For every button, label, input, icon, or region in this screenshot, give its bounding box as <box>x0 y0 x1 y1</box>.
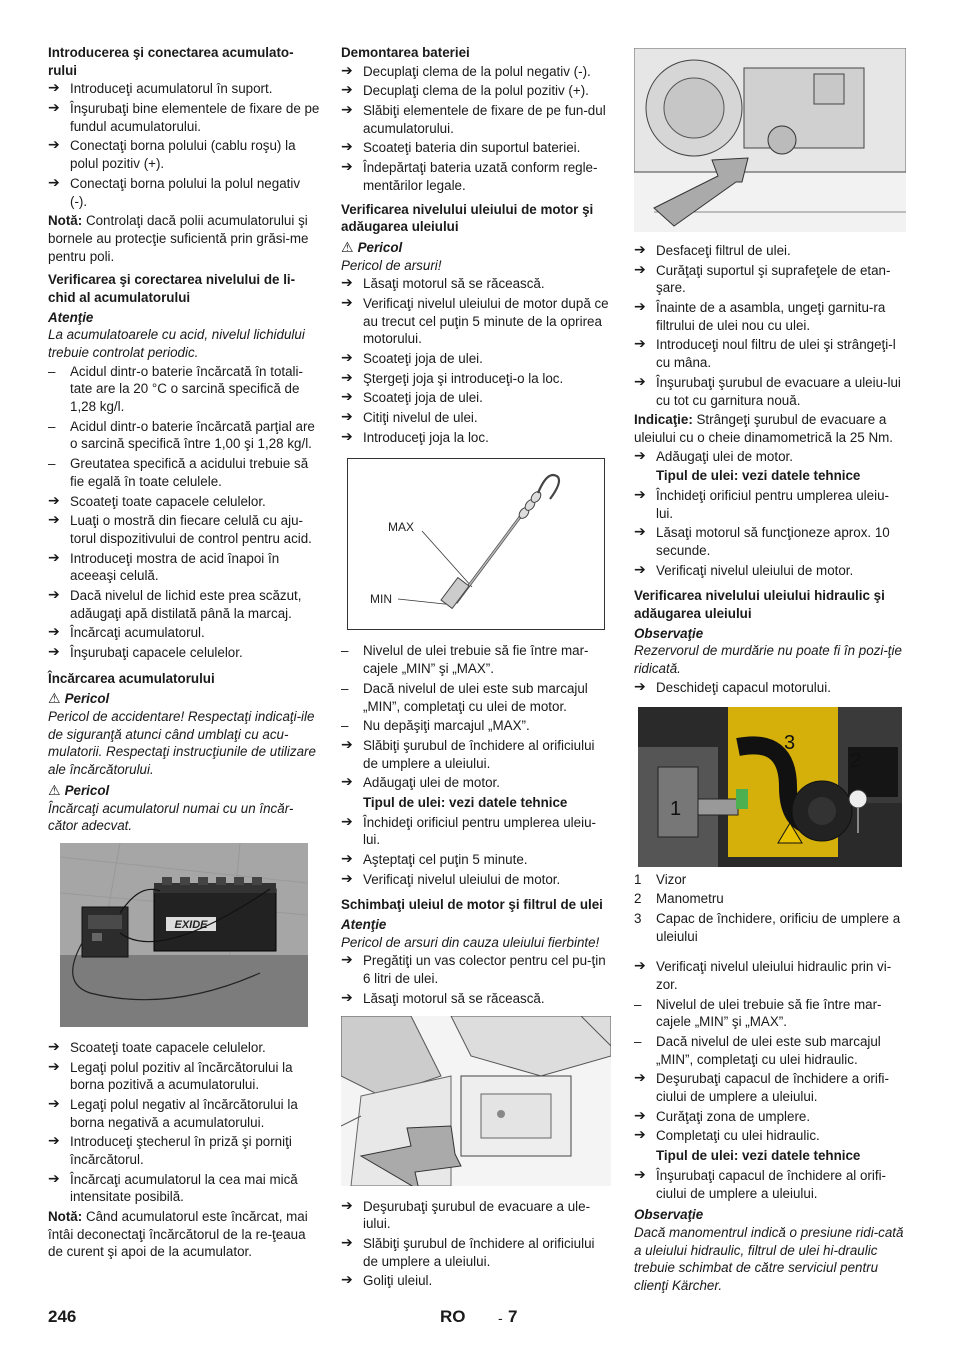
step-text: Introduceţi joja la loc. <box>363 429 489 445</box>
arrow-bullet-icon: ➔ <box>48 1058 60 1075</box>
attention-label: Atenţie <box>341 917 387 933</box>
oil-drain-photo <box>341 1016 611 1186</box>
hydraulic-open-steps <box>634 679 906 697</box>
step-text: Introduceţi mostra de acid înapoi în aceeaşi celulă. <box>70 550 280 584</box>
step-text: Conectaţi borna polului (cablu roşu) la polul pozitiv (+). <box>70 138 296 172</box>
instruction-step <box>634 1070 906 1105</box>
section-title-engine-oil-level: Verificarea nivelului uleiului de motor şi adăugarea uleiului <box>341 201 594 235</box>
arrow-bullet-icon: ➔ <box>634 336 646 353</box>
instruction-step <box>48 493 320 511</box>
instruction-step <box>341 350 613 368</box>
instruction-step <box>634 487 906 522</box>
instruction-step <box>341 1235 613 1270</box>
instruction-step <box>48 1039 320 1057</box>
arrow-bullet-icon: ➔ <box>48 174 60 191</box>
step-text: Lăsaţi motorul să se răcească. <box>363 990 545 1006</box>
instruction-step <box>341 159 613 194</box>
instruction-step <box>341 737 613 772</box>
section-title-oil-change: Schimbaţi uleiul de motor şi filtrul de ulei <box>341 897 603 913</box>
dash-bullet: – <box>341 718 349 734</box>
battery-install-note: Notă: Controlaţi dacă polii acumulatorului şi bornele au protecţie suficientă prin grăsi-me pentru poli. <box>48 213 309 264</box>
arrow-bullet-icon: ➔ <box>634 1107 646 1124</box>
arrow-bullet-icon: ➔ <box>634 561 646 578</box>
dash-item <box>341 642 613 677</box>
section-title-battery-removal: Demontarea bateriei <box>341 45 470 60</box>
step-text: Deşurubaţi capacul de închidere a orifi-ciului de umplere a uleiului. <box>656 1071 889 1105</box>
dash-text: Dacă nivelul de ulei este sub marcajul „MIN”, completaţi cu ulei hidraulic. <box>656 1034 881 1067</box>
arrow-bullet-icon: ➔ <box>341 62 353 79</box>
instruction-step <box>634 242 906 260</box>
hydraulic-fill-steps <box>634 1070 906 1145</box>
arrow-bullet-icon: ➔ <box>48 1095 60 1112</box>
dash-item <box>48 363 320 416</box>
step-text: Scoateţi joja de ulei. <box>363 351 483 366</box>
step-text: Deşurubaţi şurubul de evacuare a ule-iului. <box>363 1198 591 1232</box>
step-text: Introduceţi acumulatorul în suport. <box>70 81 273 97</box>
max-label: MAX <box>388 520 415 535</box>
step-text: Înşurubaţi bine elementele de fixare de pe fundul acumulatorului. <box>70 101 320 134</box>
arrow-bullet-icon: ➔ <box>341 159 353 176</box>
step-text: Legaţi polul pozitiv al încărcătorului la borna pozitivă a acumulatorului. <box>70 1059 293 1093</box>
footer-separator: - <box>498 1310 503 1326</box>
charging-note: Notă: Când acumulatorul este încărcat, mai întâi deconectaţi încărcătorul de la re-ţeaua de curent şi apoi de la acumulator. <box>48 1209 308 1260</box>
arrow-bullet-icon: ➔ <box>634 1070 646 1087</box>
step-text: Adăugaţi ulei de motor. <box>656 448 793 464</box>
refill-close-steps <box>634 487 906 579</box>
section-page-number: 7 <box>508 1307 518 1326</box>
step-text: Îndepărtaţi bateria uzată conform regle-mentărilor legale. <box>363 160 598 193</box>
arrow-bullet-icon: ➔ <box>341 102 353 119</box>
oil-change-steps <box>341 952 613 1007</box>
instruction-step <box>341 139 613 157</box>
step-text: Înşurubaţi capacele celulelor. <box>70 645 243 660</box>
step-text: Ştergeţi joja şi introduceţi-o la loc. <box>363 370 564 386</box>
arrow-bullet-icon: ➔ <box>48 80 60 97</box>
instruction-step <box>341 851 613 869</box>
step-text: Pregătiţi un vas colector pentru cel pu-ţin 6 litri de ulei. <box>363 953 606 987</box>
instruction-step <box>634 1108 906 1126</box>
electrolyte-steps <box>48 493 320 662</box>
arrow-bullet-icon: ➔ <box>634 299 646 316</box>
instruction-step <box>341 409 613 427</box>
step-text: Încărcaţi acumulatorul. <box>70 625 205 641</box>
instruction-step <box>341 871 613 889</box>
legend-item: 2 Manometru <box>634 891 724 907</box>
danger-label: ⚠ Pericol <box>48 690 110 707</box>
instruction-step <box>341 370 613 388</box>
instruction-step <box>634 1167 906 1202</box>
legend-item: 3 Capac de închidere, orificiu de umplere a uleiului <box>634 910 901 944</box>
instruction-step <box>341 774 613 792</box>
dash-text: Nivelul de ulei trebuie să fie între mar-cajele „MIN” şi „MAX”. <box>656 996 882 1030</box>
step-text: Lăsaţi motorul să funcţioneze aprox. 10 secunde. <box>656 525 890 558</box>
step-text: Desfaceţi filtrul de ulei. <box>656 243 791 258</box>
section-title-hydraulic-oil: Verificarea nivelului uleiului hidraulic şi adăugarea uleiului <box>634 588 885 622</box>
callout-3: 3 <box>784 731 796 754</box>
arrow-bullet-icon: ➔ <box>341 294 353 311</box>
step-text: Introduceţi noul filtru de ulei şi strângeţi-l cu mâna. <box>656 337 896 371</box>
step-text: Adăugaţi ulei de motor. <box>363 775 500 791</box>
step-text: Înşurubaţi şurubul de evacuare a uleiu-lui cu tot cu garnitura nouă. <box>656 374 901 408</box>
instruction-step <box>48 550 320 585</box>
page-number: 246 <box>48 1307 77 1326</box>
step-text: Decuplaţi clema de la polul negativ (-). <box>363 63 591 79</box>
column-middle <box>341 44 613 1292</box>
arrow-bullet-icon: ➔ <box>341 774 353 791</box>
instruction-step <box>341 814 613 849</box>
observation-label: Observaţie <box>634 625 704 641</box>
instruction-step <box>634 448 906 466</box>
arrow-bullet-icon: ➔ <box>341 389 353 406</box>
arrow-bullet-icon: ➔ <box>48 512 60 529</box>
warning-triangle-icon: ⚠ <box>48 781 61 798</box>
dash-item <box>634 996 906 1031</box>
instruction-step <box>634 262 906 297</box>
arrow-bullet-icon: ➔ <box>634 1166 646 1183</box>
hydraulic-dashes <box>634 996 906 1069</box>
oil-type-note: Tipul de ulei: vezi datele tehnice <box>656 468 861 484</box>
instruction-step <box>48 1171 320 1206</box>
arrow-bullet-icon: ➔ <box>48 624 60 641</box>
step-text: Verificaţi nivelul uleiului de motor. <box>363 871 561 887</box>
dash-bullet: – <box>48 363 56 379</box>
battery-install-steps <box>48 80 320 210</box>
instruction-step <box>341 389 613 407</box>
instruction-step <box>48 587 320 622</box>
step-text: Dacă nivelul de lichid este prea scăzut, adăugaţi apă distilată până la marcaj. <box>70 587 302 621</box>
step-text: Conectaţi borna polului la polul negativ (-). <box>70 175 301 209</box>
arrow-bullet-icon: ➔ <box>341 1197 353 1214</box>
figure-legend <box>634 871 906 946</box>
step-text: Scoateţi joja de ulei. <box>363 390 483 406</box>
battery-removal-steps <box>341 63 613 195</box>
danger-text: Pericol de arsuri! <box>341 257 442 273</box>
instruction-step <box>634 562 906 580</box>
arrow-bullet-icon: ➔ <box>48 549 60 566</box>
step-text: Decuplaţi clema de la polul pozitiv (+). <box>363 83 589 99</box>
refill-steps <box>634 448 906 466</box>
arrow-bullet-icon: ➔ <box>634 1127 646 1144</box>
step-text: Goliţi uleiul. <box>363 1273 433 1289</box>
arrow-bullet-icon: ➔ <box>341 989 353 1006</box>
dash-bullet: – <box>48 418 56 434</box>
dash-bullet: – <box>341 643 349 659</box>
instruction-step <box>634 336 906 371</box>
instruction-step <box>634 524 906 559</box>
instruction-step <box>341 1272 613 1290</box>
column-left <box>48 44 320 1261</box>
instruction-step <box>48 175 320 210</box>
electrolyte-dashes <box>48 363 320 491</box>
step-text: Închideţi orificiul pentru umplerea uleiu-lui. <box>656 487 889 521</box>
instruction-step <box>341 295 613 348</box>
instruction-step <box>634 374 906 409</box>
dash-bullet: – <box>634 996 642 1012</box>
danger-label: ⚠ Pericol <box>341 238 403 255</box>
instruction-step <box>48 624 320 642</box>
arrow-bullet-icon: ➔ <box>48 1133 60 1150</box>
hydraulic-tank-photo <box>638 707 902 867</box>
engine-oil-fill-steps <box>341 737 613 792</box>
arrow-bullet-icon: ➔ <box>341 1272 353 1289</box>
section-title-charging: Încărcarea acumulatorului <box>48 670 215 686</box>
attention-label: Atenţie <box>48 309 94 325</box>
dash-item <box>634 1033 906 1068</box>
attention-text: Pericol de arsuri din cauza uleiului fierbinte! <box>341 934 600 950</box>
engine-oil-close-steps <box>341 814 613 889</box>
arrow-bullet-icon: ➔ <box>48 492 60 509</box>
instruction-step <box>341 63 613 81</box>
oil-drain-steps <box>341 1198 613 1290</box>
dash-bullet: – <box>341 680 349 696</box>
danger-label-2: ⚠ Pericol <box>48 781 110 798</box>
instruction-step <box>634 958 906 993</box>
arrow-bullet-icon: ➔ <box>341 1234 353 1251</box>
arrow-bullet-icon: ➔ <box>634 524 646 541</box>
arrow-bullet-icon: ➔ <box>341 139 353 156</box>
arrow-bullet-icon: ➔ <box>341 82 353 99</box>
arrow-bullet-icon: ➔ <box>634 261 646 278</box>
observation-text: Rezervorul de murdărie nu poate fi în pozi-ţie ridicată. <box>634 643 902 677</box>
arrow-bullet-icon: ➔ <box>634 678 646 695</box>
dash-text: Acidul dintr-o baterie încărcată parţial are o sarcină specifică între 1,00 şi 1,28 kg/l. <box>70 418 315 452</box>
step-text: Citiţi nivelul de ulei. <box>363 410 478 426</box>
instruction-step <box>634 299 906 334</box>
step-text: Înainte de a asambla, ungeţi garnitu-ra filtrului de ulei nou cu ulei. <box>656 300 886 333</box>
arrow-bullet-icon: ➔ <box>634 242 646 258</box>
dash-bullet: – <box>48 456 56 472</box>
instruction-step <box>634 679 906 697</box>
dash-bullet: – <box>634 1034 642 1049</box>
arrow-bullet-icon: ➔ <box>341 851 353 867</box>
engine-oil-check-steps <box>341 275 613 446</box>
charging-steps <box>48 1039 320 1206</box>
dash-text: Dacă nivelul de ulei este sub marcajul „MIN”, completaţi cu ulei de motor. <box>363 680 588 714</box>
step-text: Legaţi polul negativ al încărcătorului la borna negativă a acumulatorului. <box>70 1096 298 1130</box>
instruction-step <box>341 275 613 293</box>
arrow-bullet-icon: ➔ <box>48 1170 60 1187</box>
section-title-electrolyte: Verificarea şi corectarea nivelului de li-chid al acumulatorului <box>48 272 296 305</box>
arrow-bullet-icon: ➔ <box>634 958 646 975</box>
step-text: Scoateţi toate capacele celulelor. <box>70 1039 266 1055</box>
instruction-step <box>341 952 613 987</box>
instruction-step <box>341 429 613 447</box>
arrow-bullet-icon: ➔ <box>341 428 353 445</box>
danger-text: Pericol de accidentare! Respectaţi indicaţi-ile de siguranţă atunci când umblaţi cu acu-mulatorii. Respectaţi instrucţiunile de utilizare ale încărcătorului. <box>48 709 316 778</box>
step-text: Scoateţi toate capacele celulelor. <box>70 493 266 509</box>
step-text: Completaţi cu ulei hidraulic. <box>656 1128 820 1144</box>
instruction-step <box>48 644 320 662</box>
instruction-step <box>48 1059 320 1094</box>
step-text: Slăbiţi şurubul de închidere al orificiului de umplere a uleiului. <box>363 737 595 771</box>
step-text: Luaţi o mostră din fiecare celulă cu aju-torul dispozitivului de control pentru acid. <box>70 513 312 546</box>
dash-item <box>48 418 320 453</box>
arrow-bullet-icon: ➔ <box>341 813 353 830</box>
step-text: Scoateţi bateria din suportul bateriei. <box>363 140 581 156</box>
sight-glass-steps <box>634 958 906 993</box>
observation-text-2: Dacă manomentrul indică o presiune ridi-cată a uleiului hidraulic, filtrul de ulei hi-draulic trebuie schimbat de către serviciul pentru clienţi Kärcher. <box>634 1224 904 1293</box>
column-right <box>634 44 906 1295</box>
arrow-bullet-icon: ➔ <box>341 369 353 386</box>
dash-text: Nu depăşiţi marcajul „MAX”. <box>363 718 530 734</box>
hydraulic-close-steps <box>634 1167 906 1202</box>
legend-item: 1 Vizor <box>634 871 687 887</box>
instruction-step <box>48 100 320 135</box>
dash-item <box>341 680 613 715</box>
dash-text: Nivelul de ulei trebuie să fie între mar-cajele „MIN” şi „MAX”. <box>363 643 589 677</box>
arrow-bullet-icon: ➔ <box>634 447 646 464</box>
torque-note: Indicaţie: Strângeţi şurubul de evacuare a uleiului cu o cheie dinamometrică la 25 Nm. <box>634 412 894 445</box>
oil-type-note: Tipul de ulei: vezi datele tehnice <box>656 1148 861 1164</box>
callout-2: 2 <box>850 749 862 772</box>
step-text: Slăbiţi elementele de fixare de pe fun-dul acumulatorului. <box>363 103 606 136</box>
arrow-bullet-icon: ➔ <box>634 486 646 503</box>
instruction-step <box>48 80 320 98</box>
dash-item <box>341 717 613 735</box>
arrow-bullet-icon: ➔ <box>48 100 60 117</box>
attention-text: La acumulatoarele cu acid, nivelul lichidului trebuie controlat periodic. <box>48 327 305 360</box>
instruction-step <box>341 102 613 137</box>
dipstick-diagram <box>347 458 605 630</box>
dash-text: Acidul dintr-o baterie încărcată în totali-tate are la 20 °C o sarcină specifică de 1,28 kg/l. <box>70 363 303 415</box>
step-text: Curăţaţi zona de umplere. <box>656 1108 811 1124</box>
battery-charger-photo <box>60 843 308 1027</box>
arrow-bullet-icon: ➔ <box>341 736 353 753</box>
step-text: Înşurubaţi capacul de închidere al orifi-ciului de umplere a uleiului. <box>656 1167 887 1201</box>
arrow-bullet-icon: ➔ <box>341 952 353 969</box>
instruction-step <box>48 1096 320 1131</box>
step-text: Lăsaţi motorul să se răcească. <box>363 276 545 292</box>
step-text: Verificaţi nivelul uleiului de motor după ce au trecut cel puţin 5 minute de la oprirea motorului. <box>363 295 609 347</box>
instruction-step <box>634 1127 906 1145</box>
instruction-step <box>341 82 613 100</box>
step-text: Încărcaţi acumulatorul la cea mai mică intensitate posibilă. <box>70 1171 298 1205</box>
arrow-bullet-icon: ➔ <box>48 644 60 660</box>
arrow-bullet-icon: ➔ <box>341 350 353 366</box>
oil-filter-photo <box>634 48 906 232</box>
instruction-step <box>341 1198 613 1233</box>
step-text: Introduceţi ştecherul în priză şi porniţi încărcătorul. <box>70 1134 292 1167</box>
step-text: Aşteptaţi cel puţin 5 minute. <box>363 852 528 867</box>
step-text: Verificaţi nivelul uleiului hidraulic prin vi-zor. <box>656 959 892 992</box>
arrow-bullet-icon: ➔ <box>48 137 60 154</box>
arrow-bullet-icon: ➔ <box>341 409 353 426</box>
battery-brand-label: EXIDE <box>174 918 208 931</box>
callout-1: 1 <box>670 797 682 820</box>
instruction-step <box>48 1133 320 1168</box>
min-label: MIN <box>370 592 392 607</box>
oil-filter-steps <box>634 242 906 409</box>
danger-text-2: Încărcaţi acumulatorul numai cu un încăr-cător adecvat. <box>48 800 294 834</box>
dash-text: Greutatea specifică a acidului trebuie să fie egală în toate celulele. <box>70 456 309 489</box>
arrow-bullet-icon: ➔ <box>48 586 60 603</box>
instruction-step <box>341 990 613 1008</box>
observation-label-2: Observaţie <box>634 1207 704 1223</box>
instruction-step <box>48 512 320 547</box>
arrow-bullet-icon: ➔ <box>634 373 646 390</box>
arrow-bullet-icon: ➔ <box>341 275 353 292</box>
oil-type-note: Tipul de ulei: vezi datele tehnice <box>363 794 568 810</box>
instruction-step <box>48 137 320 172</box>
dash-item <box>48 455 320 490</box>
arrow-bullet-icon: ➔ <box>48 1038 60 1055</box>
section-title-battery-install: Introducerea şi conectarea acumulato-rului <box>48 45 294 78</box>
step-text: Închideţi orificiul pentru umplerea uleiu-lui. <box>363 814 596 848</box>
step-text: Deschideţi capacul motorului. <box>656 679 831 695</box>
step-text: Slăbiţi şurubul de închidere al orificiului de umplere a uleiului. <box>363 1235 595 1269</box>
warning-triangle-icon: ⚠ <box>48 690 61 707</box>
step-text: Verificaţi nivelul uleiului de motor. <box>656 562 854 578</box>
warning-triangle-icon: ⚠ <box>341 238 354 255</box>
step-text: Curăţaţi suportul şi suprafeţele de etan-şare. <box>656 262 891 296</box>
arrow-bullet-icon: ➔ <box>341 870 353 887</box>
language-code: RO <box>440 1307 466 1326</box>
engine-oil-dashes <box>341 642 613 734</box>
